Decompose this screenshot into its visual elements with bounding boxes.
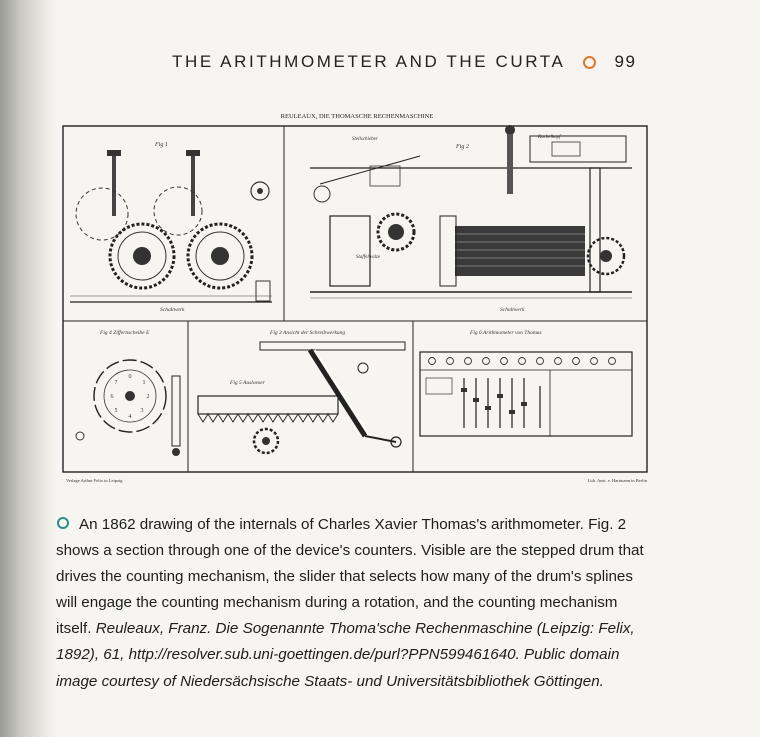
svg-text:6: 6	[110, 394, 114, 400]
fig4-label: Fig 4 Ziffernscheibe E	[100, 330, 150, 336]
svg-text:4: 4	[128, 414, 132, 420]
fig3-label: Fig 3 Ansicht der Schreibwerkung	[270, 330, 346, 336]
arithmometer-engraving	[60, 106, 654, 492]
svg-text:5: 5	[114, 408, 118, 414]
svg-text:3: 3	[140, 408, 144, 414]
fig6-label: Fig 6 Arithmometer von Thomas	[470, 330, 542, 336]
fig2-kurbel-label: Kurbelkopf	[538, 135, 561, 140]
fig2-counter-section	[310, 125, 632, 313]
plate-title: REULEAUX, DIE THOMASCHE RECHENMASCHINE	[280, 113, 434, 120]
fig3-fig5-lever-mechanism	[198, 330, 405, 453]
fig4-digit-disc	[76, 329, 180, 456]
plate-footer-left: Verlage Arthur Felix in Leipzig	[66, 478, 123, 483]
orange-circle-marker-icon	[583, 56, 596, 69]
fig2-schaltwerk-label: Schaltwerk	[500, 307, 525, 313]
fig6-arithmometer-front	[420, 330, 632, 436]
svg-text:1: 1	[142, 380, 146, 386]
running-title: THE ARITHMOMETER AND THE CURTA	[172, 52, 566, 71]
caption-citation: Reuleaux, Franz. Die Sogenannte Thoma'sche Rechenmaschine (Leipzig: Felix, 1892), 61, http://resolver.sub.uni-goettingen.de/purl?PPN599461640. Public domain image courtesy of Niedersächsische Staats- und Universitätsbibliothek Göttingen.	[56, 620, 635, 690]
running-header	[172, 50, 636, 74]
page-number: 99	[614, 52, 637, 71]
fig1-schaltwerk-label: Schaltwerk	[160, 307, 185, 313]
svg-text:7: 7	[114, 380, 118, 386]
engraving-figure	[60, 106, 654, 492]
teal-circle-marker-icon	[57, 517, 69, 529]
svg-text:2: 2	[146, 394, 150, 400]
fig5-label: Fig 5 Ausloeser	[230, 380, 265, 386]
figure-caption	[56, 512, 656, 695]
fig2-label: Fig 2	[456, 144, 469, 150]
book-gutter-shadow	[0, 0, 56, 737]
fig2-stellschieber-label: Stellschieber	[352, 137, 378, 142]
plate-footer-right: Lith. Anst. v. Hartmann in Berlin	[587, 478, 647, 483]
caption-text: An 1862 drawing of the internals of Charles Xavier Thomas's arithmometer. Fig. 2 shows a section through one of the device's counters. Visible are the stepped drum that drives the counting mechanism, the slider that selects how many of the drum's splines will engage the counting mechanism during a rotation, and the counting mechanism itself.	[56, 516, 644, 638]
fig1-counting-wheels	[70, 142, 272, 313]
fig1-label: Fig 1	[155, 142, 168, 148]
fig2-walze-label: Staffelwalze	[356, 255, 381, 260]
svg-text:0: 0	[128, 374, 132, 380]
